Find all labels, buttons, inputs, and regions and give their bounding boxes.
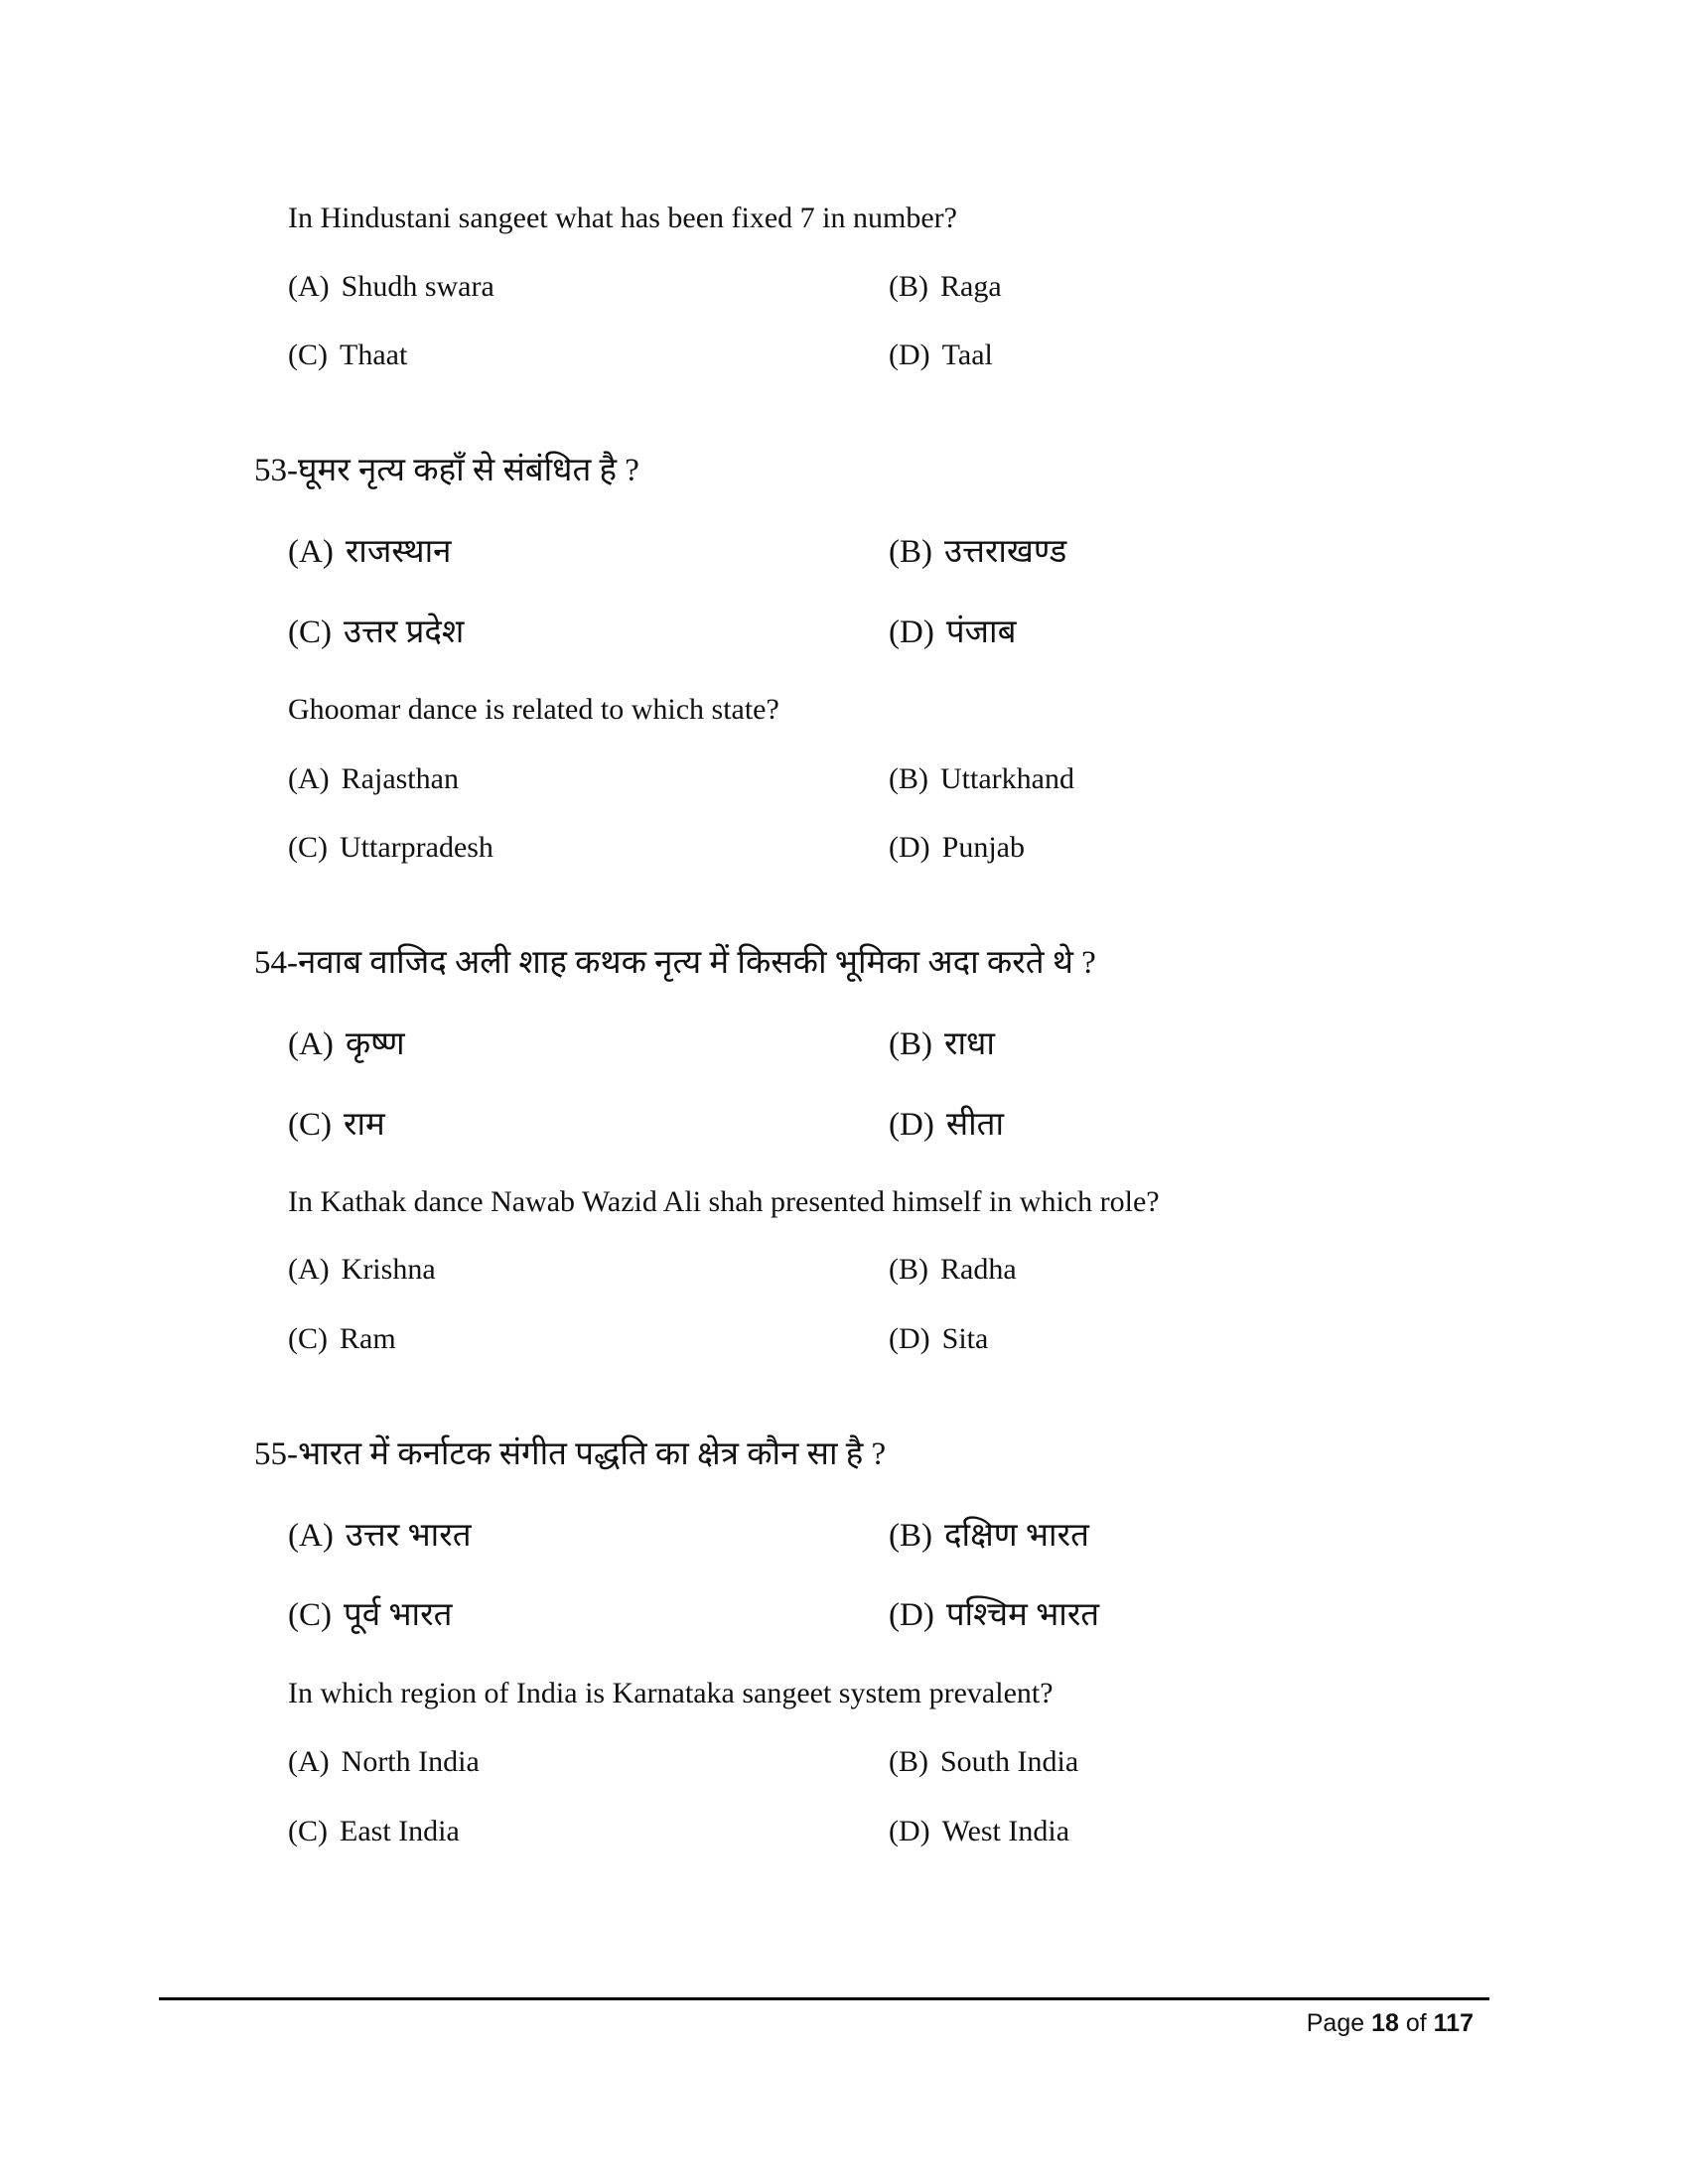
option-label: (A) [288, 1026, 334, 1062]
option-text: कृष्ण [345, 1026, 405, 1062]
option-label: (B) [889, 270, 928, 303]
footer-divider [159, 1997, 1489, 2000]
option-d [889, 1814, 1069, 1849]
option-d [889, 1107, 1004, 1143]
current-page: 18 [1371, 2009, 1399, 2037]
question-text: 53-घूमर नृत्य कहाँ से संबंधित है ? [254, 453, 639, 488]
option-text: राम [344, 1107, 385, 1143]
option-text: Taal [941, 339, 993, 371]
option-label: (D) [889, 831, 930, 864]
option-label: (D) [889, 614, 934, 650]
option-label: (A) [288, 534, 334, 570]
option-text: दक्षिण भारत [944, 1518, 1089, 1554]
option-text: Raga [940, 270, 1002, 303]
option-b [889, 1518, 1089, 1554]
option-text: Radha [940, 1253, 1017, 1286]
option-label: (A) [288, 270, 330, 303]
option-text: Shudh swara [341, 270, 494, 303]
option-text: North India [341, 1745, 480, 1778]
option-label: (B) [889, 534, 932, 570]
option-b [889, 761, 1074, 797]
option-text: Uttarkhand [940, 762, 1074, 795]
option-text: राजस्थान [345, 534, 452, 570]
option-text: राधा [944, 1026, 995, 1062]
option-label: (C) [288, 831, 328, 864]
option-text: सीता [945, 1107, 1005, 1143]
of-word: of [1405, 2009, 1427, 2037]
option-label: (D) [889, 1597, 934, 1633]
page-number [1307, 2009, 1474, 2038]
option-label: (A) [288, 1518, 334, 1554]
option-label: (C) [288, 1597, 332, 1633]
option-a [288, 1518, 472, 1554]
option-label: (C) [288, 1322, 328, 1355]
question-text: 54-नवाब वाजिद अली शाह कथक नृत्य में किसकी भूमिका अदा करते थे ? [254, 945, 1096, 981]
option-a [288, 1744, 480, 1780]
option-label: (C) [288, 1815, 328, 1847]
option-text: Sita [941, 1322, 989, 1355]
option-text: Rajasthan [341, 762, 459, 795]
option-label: (B) [889, 1253, 928, 1286]
option-c [288, 338, 407, 373]
option-label: (C) [288, 339, 328, 371]
option-b [889, 534, 1066, 570]
option-c [288, 1814, 460, 1849]
option-label: (A) [288, 1745, 330, 1778]
option-b [889, 1744, 1078, 1780]
option-c [288, 1107, 385, 1143]
option-text: उत्तर प्रदेश [344, 614, 465, 650]
option-c [288, 1321, 396, 1357]
option-c [288, 1597, 452, 1633]
option-d [889, 1321, 988, 1357]
option-d [889, 614, 1016, 650]
option-text: Thaat [340, 339, 408, 371]
option-text: उत्तर भारत [345, 1518, 472, 1554]
option-d [889, 830, 1025, 866]
option-label: (D) [889, 1107, 934, 1143]
option-text: Ram [340, 1322, 396, 1355]
page-word: Page [1306, 2009, 1365, 2037]
option-b [889, 1252, 1017, 1288]
option-label: (C) [288, 1107, 332, 1143]
option-b [889, 1026, 995, 1062]
question-text: In which region of India is Karnataka sangeet system prevalent? [288, 1677, 1054, 1709]
option-c [288, 614, 464, 650]
option-label: (D) [889, 1815, 930, 1847]
option-label: (B) [889, 1745, 928, 1778]
option-a [288, 269, 494, 305]
option-text: Punjab [941, 831, 1025, 864]
option-label: (C) [288, 614, 332, 650]
option-a [288, 534, 451, 570]
option-text: South India [940, 1745, 1079, 1778]
option-a [288, 1026, 405, 1062]
option-label: (D) [889, 1322, 930, 1355]
option-label: (B) [889, 762, 928, 795]
option-text: पूर्व भारत [344, 1597, 453, 1633]
question-text: In Kathak dance Nawab Wazid Ali shah presented himself in which role? [288, 1185, 1160, 1218]
option-d [889, 1597, 1099, 1633]
option-text: उत्तराखण्ड [944, 534, 1067, 570]
question-text: In Hindustani sangeet what has been fixed 7 in number? [288, 202, 957, 234]
option-label: (A) [288, 1253, 330, 1286]
option-label: (B) [889, 1026, 932, 1062]
option-a [288, 761, 459, 797]
total-pages: 117 [1433, 2009, 1474, 2037]
option-text: Krishna [341, 1253, 436, 1286]
option-d [889, 338, 993, 373]
option-b [889, 269, 1002, 305]
option-label: (D) [889, 339, 930, 371]
option-text: Uttarpradesh [340, 831, 493, 864]
option-label: (A) [288, 762, 330, 795]
question-text: Ghoomar dance is related to which state? [288, 693, 779, 726]
option-text: पंजाब [945, 614, 1017, 650]
option-label: (B) [889, 1518, 932, 1554]
option-a [288, 1252, 436, 1288]
option-c [288, 830, 493, 866]
option-text: West India [941, 1815, 1070, 1847]
option-text: पश्चिम भारत [945, 1597, 1100, 1633]
option-text: East India [340, 1815, 460, 1847]
question-text: 55-भारत में कर्नाटक संगीत पद्धति का क्षेत्र कौन सा है ? [254, 1436, 887, 1472]
